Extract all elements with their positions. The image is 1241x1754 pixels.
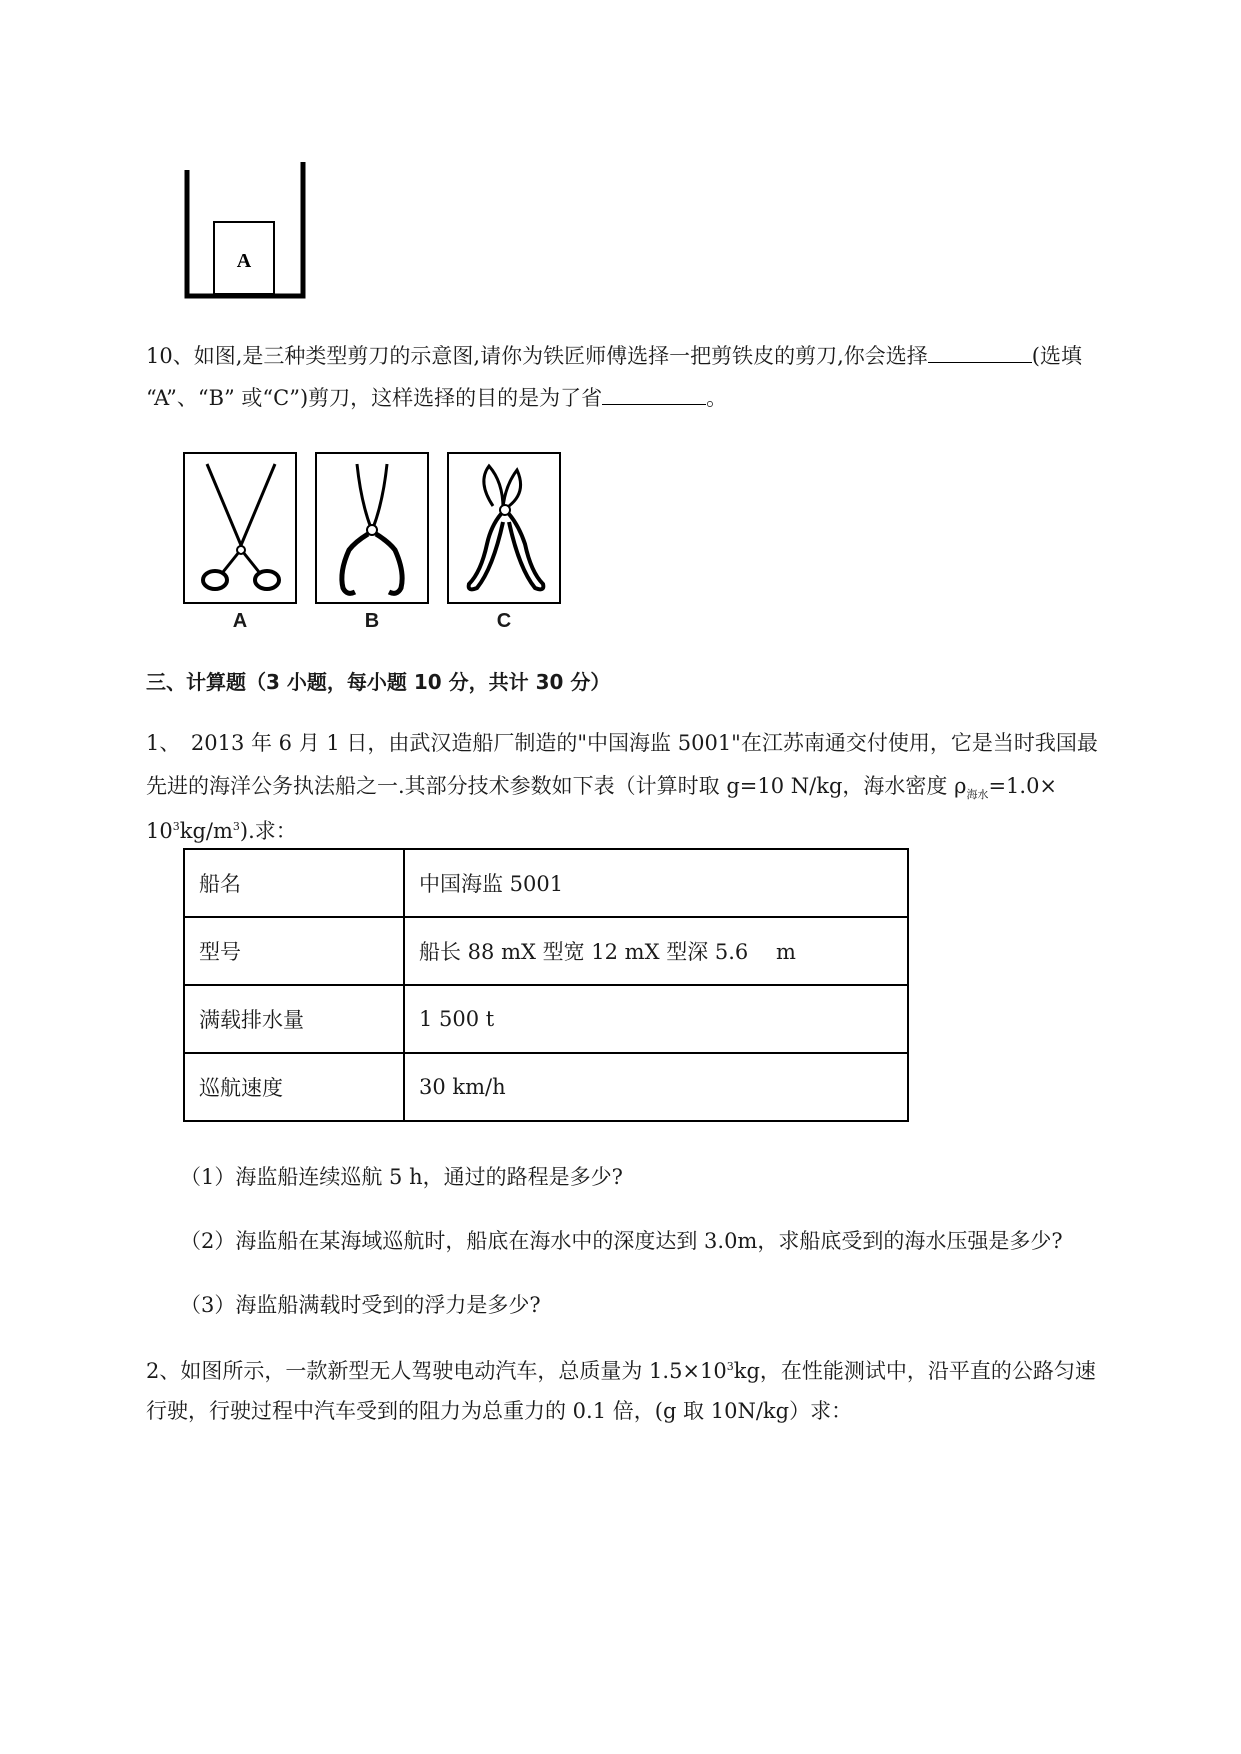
scissors-b-icon	[315, 452, 429, 604]
table-row	[184, 917, 908, 985]
table-cell-value: 1 500 t	[404, 985, 908, 1053]
p1-line2	[146, 771, 1057, 810]
p1-line3-exp1: 3	[172, 820, 180, 833]
container-block-figure	[180, 160, 320, 310]
p2-line1-text: 2、如图所示，一款新型无人驾驶电动汽车，总质量为 1.5×10	[146, 1359, 727, 1383]
q10-line1	[146, 340, 1082, 371]
table-row	[184, 849, 908, 917]
section-3-title: 三、计算题（3 小题，每小题 10 分，共计 30 分）	[146, 670, 611, 694]
p1-subquestion-1: （1）海监船连续巡航 5 h，通过的路程是多少?	[180, 1165, 623, 1189]
table-row	[184, 985, 908, 1053]
block-a-label: A	[236, 250, 252, 272]
q10-hint: (选填	[1031, 344, 1082, 368]
scissors-figure	[183, 452, 563, 634]
q10-line2	[146, 382, 727, 413]
p2-line1-tail: kg，在性能测试中，沿平直的公路匀速	[733, 1359, 1096, 1383]
p1-line3-exp2: 3	[232, 820, 240, 833]
table-cell-label: 巡航速度	[184, 1053, 404, 1121]
scissors-c-icon	[447, 452, 561, 604]
q10-period: 。	[706, 386, 728, 410]
q10-answer-blank-2[interactable]	[602, 382, 706, 405]
p1-subquestion-3: （3）海监船满载时受到的浮力是多少?	[180, 1293, 541, 1317]
q10-text: 10、如图,是三种类型剪刀的示意图,请你为铁匠师傅选择一把剪铁皮的剪刀,你会选择	[146, 344, 928, 368]
q10-answer-blank-1[interactable]	[928, 340, 1032, 363]
scissors-label-b: B	[364, 610, 380, 632]
table-cell-label: 船名	[184, 849, 404, 917]
p2-line1	[146, 1352, 1096, 1386]
table-cell-label: 型号	[184, 917, 404, 985]
density-subscript: 海水	[966, 788, 989, 802]
table-cell-value: 中国海监 5001	[404, 849, 908, 917]
p1-line1: 1、 2013 年 6 月 1 日，由武汉造船厂制造的"中国海监 5001"在江苏南通交付使用，它是当时我国最	[146, 731, 1098, 755]
scissors-a-icon	[183, 452, 297, 604]
scissors-label-c: C	[496, 610, 512, 632]
p1-subquestion-2: （2）海监船在某海域巡航时，船底在海水中的深度达到 3.0m，求船底受到的海水压强是多少?	[180, 1229, 1063, 1253]
q10-text-2: “A”、“B” 或“C”)剪刀，这样选择的目的是为了省	[146, 386, 603, 410]
p1-line2-text: 先进的海洋公务执法船之一.其部分技术参数如下表（计算时取 g=10 N/kg，海水密度 ρ	[146, 774, 967, 798]
density-value: =1.0×	[988, 774, 1058, 798]
table-cell-label: 满载排水量	[184, 985, 404, 1053]
p1-line3	[146, 812, 297, 846]
p2-line1-exp: 3	[726, 1360, 734, 1373]
p1-line3-tail: ).求：	[239, 819, 297, 843]
scissors-label-a: A	[232, 610, 248, 632]
ship-params-table	[183, 848, 909, 1122]
table-row	[184, 1053, 908, 1121]
table-cell-value: 船长 88 mX 型宽 12 mX 型深 5.6 m	[404, 917, 908, 985]
p1-line3-unit: kg/m	[179, 819, 233, 843]
table-cell-value: 30 km/h	[404, 1053, 908, 1121]
p1-line3-base: 10	[146, 819, 173, 843]
p2-line2: 行驶，行驶过程中汽车受到的阻力为总重力的 0.1 倍，(g 取 10N/kg）求：	[146, 1399, 853, 1423]
